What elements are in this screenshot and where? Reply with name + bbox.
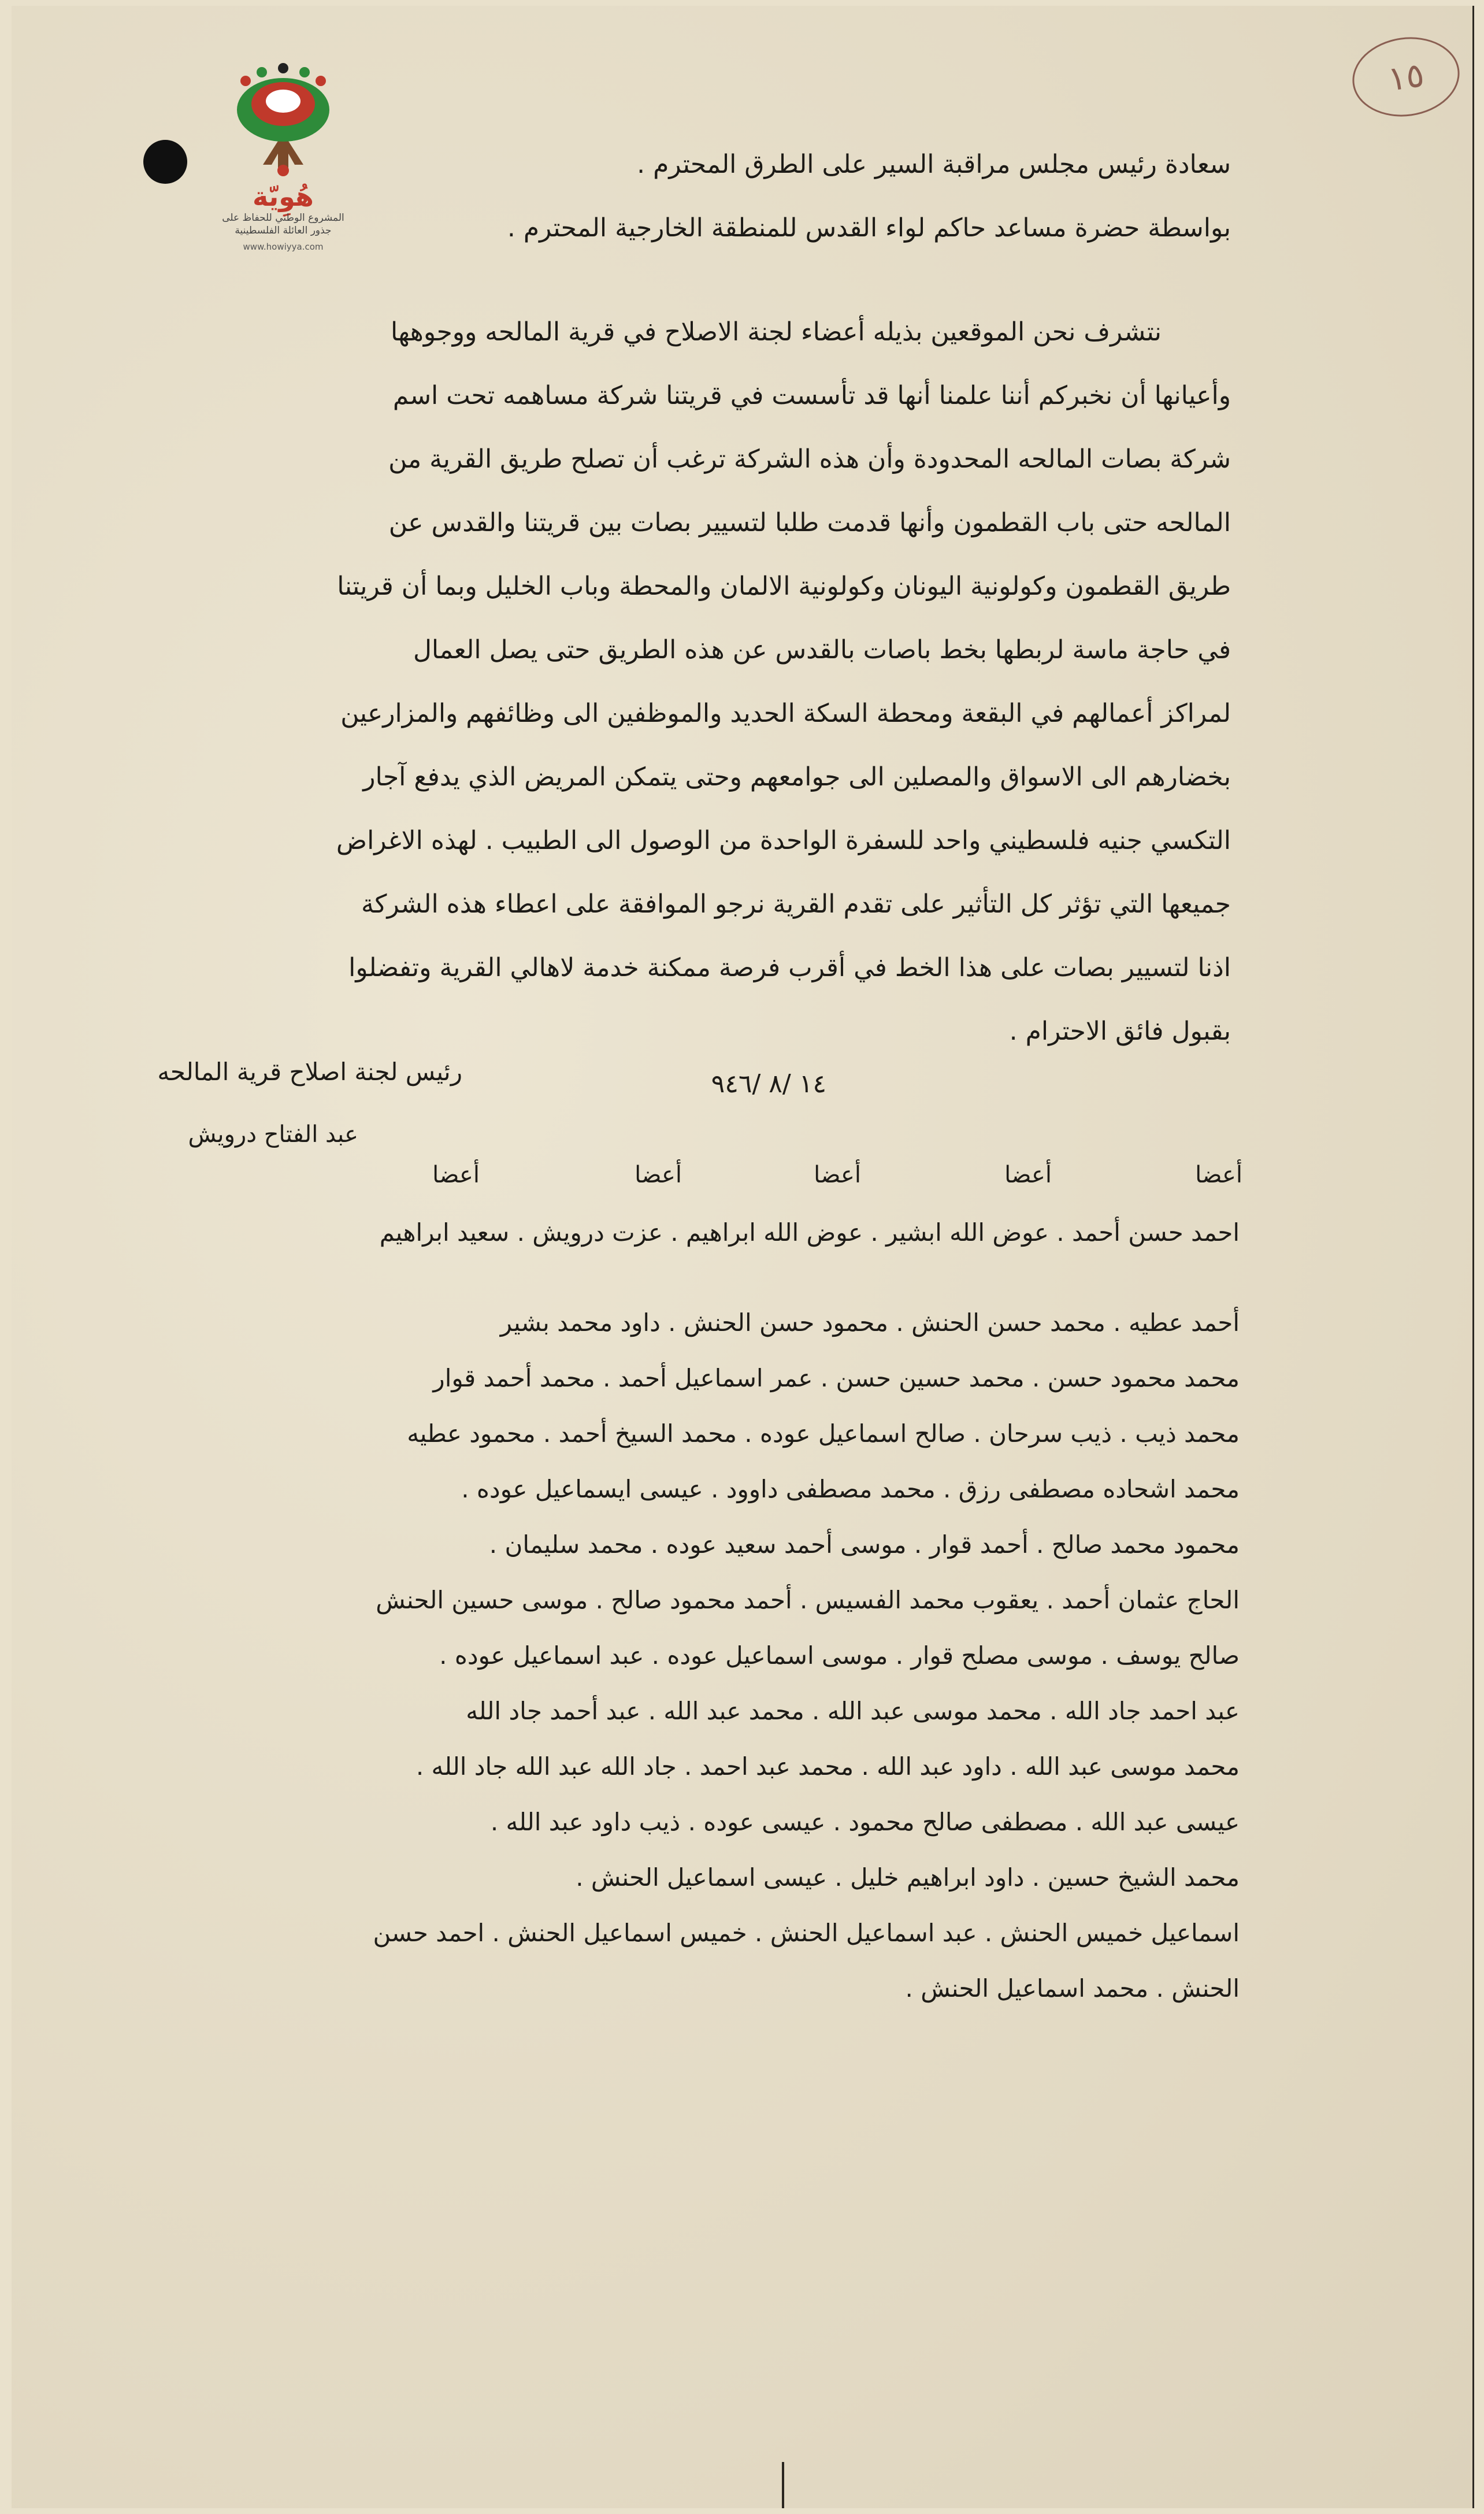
villager-line: محمد ذيب . ذيب سرحان . صالح اسماعيل عوده . محمد السيخ أحمد . محمود عطيه	[407, 1419, 1240, 1448]
villager-line: محمد الشيخ حسين . داود ابراهيم خليل . عيسى اسماعيل الحنش .	[576, 1863, 1240, 1892]
villager-line: اسماعيل خميس الحنش . عبد اسماعيل الحنش . خميس اسماعيل الحنش . احمد حسن	[373, 1919, 1240, 1947]
logo-tagline-1: المشروع الوطني للحفاظ على	[222, 212, 344, 224]
letter-text	[52, 133, 1231, 1063]
member-label: أعضا	[1195, 1162, 1242, 1188]
fold-mark	[782, 2462, 784, 2508]
body-line: اذنا لتسيير بصات على هذا الخط في أقرب فرصة ممكنة خدمة لاهالي القرية وتفضلوا	[348, 953, 1231, 982]
body-line: بخضارهم الى الاسواق والمصلين الى جوامعهم وحتى يتمكن المريض الذي يدفع آجار	[363, 762, 1231, 792]
body-line: في حاجة ماسة لربطها بخط باصات بالقدس عن هذه الطريق حتى يصل العمال	[413, 635, 1231, 665]
document-page	[12, 6, 1474, 2508]
signatories-list	[52, 1205, 1240, 2016]
body-line: المالحه حتى باب القطمون وأنها قدمت طلبا لتسيير بصات بين قريتنا والقدس عن	[388, 508, 1231, 537]
villager-line: محمد محمود حسن . محمد حسين حسن . عمر اسماعيل أحمد . محمد أحمد قوار	[433, 1364, 1240, 1392]
body-line: طريق القطمون وكولونية اليونان وكولونية الالمان والمحطة وباب الخليل وبما أن قريتنا	[337, 572, 1231, 601]
body-line: وأعيانها أن نخبركم أننا علمنا أنها قد تأسست في قريتنا شركة مساهمه تحت اسم	[392, 381, 1231, 410]
body-line: شركة بصات المالحه المحدودة وأن هذه الشركة ترغب أن تصلح طريق القرية من	[388, 444, 1231, 474]
logo-url: www.howiyya.com	[243, 242, 324, 252]
signature-date: ١٤ /٨ /٩٤٦	[711, 1069, 826, 1099]
signature-name: عبد الفتاح درويش	[188, 1121, 358, 1148]
villager-line: صالح يوسف . موسى مصلح قوار . موسى اسماعيل عوده . عبد اسماعيل عوده .	[439, 1641, 1240, 1670]
signature-title: رئيس لجنة اصلاح قرية المالحه	[157, 1058, 462, 1086]
logo-name: هُوِيّة	[253, 181, 314, 212]
villager-line: محمد اشحاده مصطفى رزق . محمد مصطفى داوود . عيسى ايسماعيل عوده .	[461, 1475, 1240, 1503]
body-line: جميعها التي تؤثر كل التأثير على تقدم القرية نرجو الموافقة على اعطاء هذه الشركة	[361, 889, 1231, 919]
member-label: أعضا	[635, 1162, 682, 1188]
member-label: أعضا	[1004, 1162, 1052, 1188]
body-line: نتشرف نحن الموقعين بذيله أعضاء لجنة الاصلاح في قرية المالحه ووجوهها	[390, 317, 1162, 347]
villager-line: الحنش . محمد اسماعيل الحنش .	[905, 1974, 1240, 2003]
member-label: أعضا	[432, 1162, 480, 1188]
page-number-stamp: ١٥	[1347, 31, 1464, 124]
villager-line: عبد احمد جاد الله . محمد موسى عبد الله . محمد عبد الله . عبد أحمد جاد الله	[466, 1697, 1240, 1725]
villager-line: أحمد عطيه . محمد حسن الحنش . محمود حسن الحنش . داود محمد بشير	[500, 1308, 1240, 1337]
body-line: لمراكز أعمالهم في البقعة ومحطة السكة الحديد والموظفين الى وظائفهم والمزارعين	[340, 699, 1231, 728]
villager-line: الحاج عثمان أحمد . يعقوب محمد الفسيس . أحمد محمود صالح . موسى حسين الحنش	[376, 1586, 1240, 1614]
logo-tagline-2: جذور العائلة الفلسطينية	[235, 225, 332, 236]
villager-line: محمد موسى عبد الله . داود عبد الله . محمد عبد احمد . جاد الله عبد الله جاد الله .	[415, 1752, 1240, 1781]
member-labels	[312, 1162, 1242, 1202]
members-line: احمد حسن أحمد . عوض الله ابشير . عوض الله ابراهيم . عزت درويش . سعيد ابراهيم	[379, 1218, 1240, 1247]
header-addressee: سعادة رئيس مجلس مراقبة السير على الطرق المحترم .	[637, 150, 1231, 179]
body-line: التكسي جنيه فلسطيني واحد للسفرة الواحدة من الوصول الى الطبيب . لهذه الاغراض	[336, 826, 1231, 855]
member-label: أعضا	[814, 1162, 861, 1188]
body-line: بقبول فائق الاحترام .	[1009, 1017, 1231, 1046]
header-via: بواسطة حضرة مساعد حاكم لواء القدس للمنطقة الخارجية المحترم .	[507, 213, 1231, 243]
villager-line: عيسى عبد الله . مصطفى صالح محمود . عيسى عوده . ذيب داود عبد الله .	[490, 1808, 1240, 1836]
villager-line: محمود محمد صالح . أحمد قوار . موسى أحمد سعيد عوده . محمد سليمان .	[489, 1530, 1240, 1559]
